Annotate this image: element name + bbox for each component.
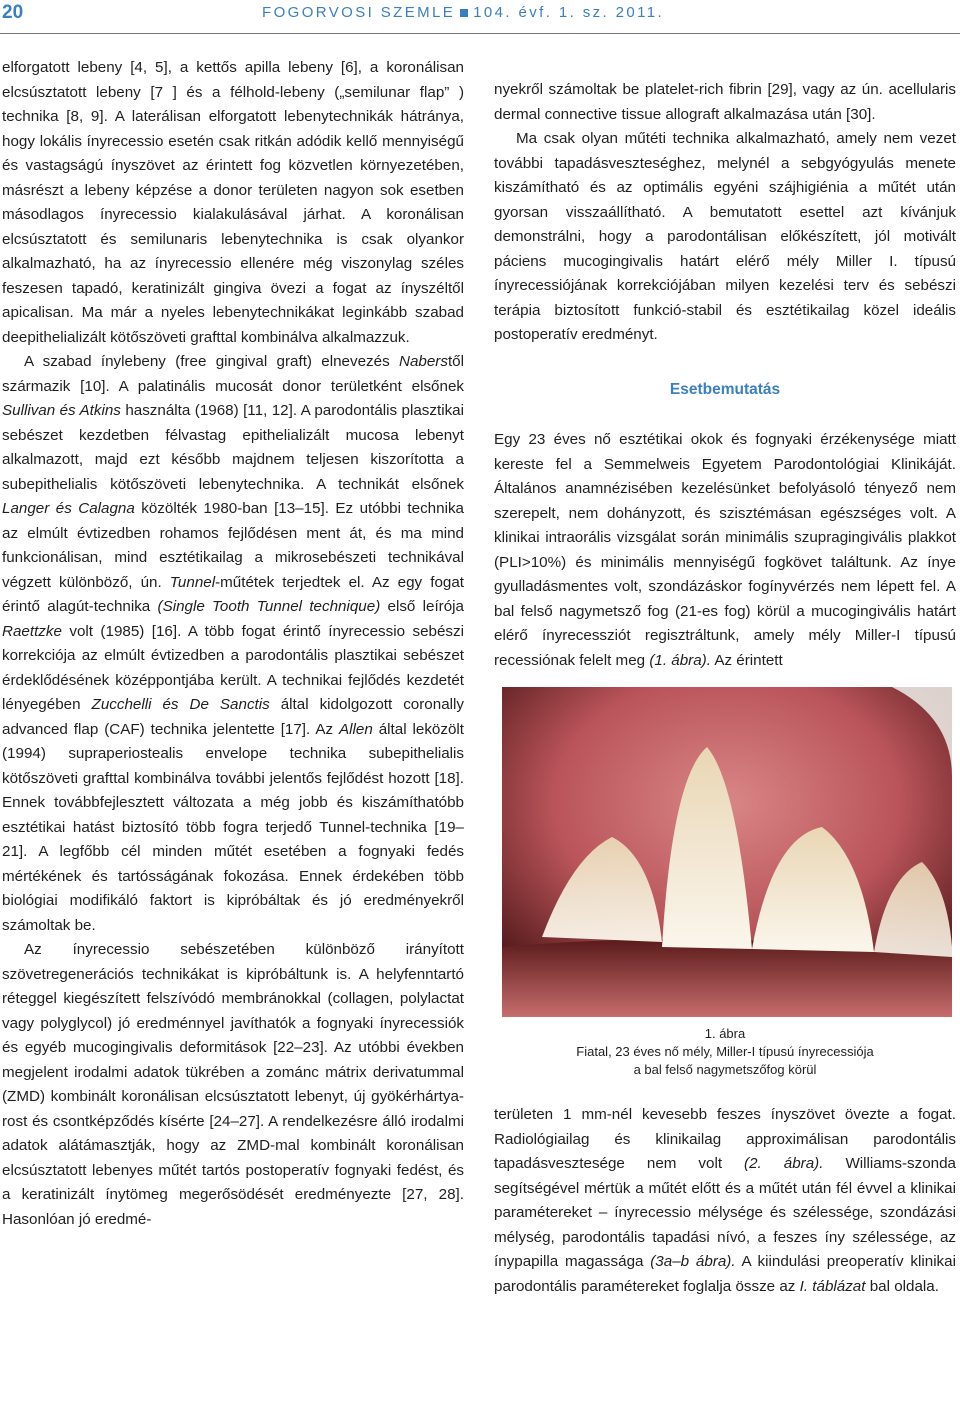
- paragraph: [2, 56, 464, 350]
- page-header: [0, 0, 960, 30]
- paragraph: [494, 127, 956, 348]
- text-run: nyekről számoltak be platelet-rich fibrin [29], vagy az ún. acellularis dermal connective tissue allograft alkalmazása után [30].: [494, 81, 956, 123]
- section-title: Esetbemutatás: [669, 380, 781, 398]
- paragraph: [494, 428, 956, 673]
- paragraph: [494, 78, 956, 127]
- text-run: által leközölt (1994) supraperiostealis envelope technika subepithelialis kötőszöveti grafttal kombinálva további jelentős fejlődést hozott [18]. Ennek továbbfejlesztett változata a még jobb és kiszámíthatóbb esztétikai hatást biztosító több fogra terjedő Tunnel-technika [19–21]. A legfőbb cél minden műtét esetében a fognyaki fedés mértékének és tartósságának fokozása. Ennek érdekében több biológiai modifikáló faktort is kipróbáltak és jó eredményekről számoltak be.: [2, 720, 464, 934]
- text-run: volt (1985) [16]. A több fogat érintő ínyrecessio sebészi korrekciója az elmúlt évtizedben a parodontális plasztikai sebészet érdeklődésének középpontjába került. A technikai fejlődés kezdetét lényegében: [2, 622, 464, 713]
- separator-square-icon: [460, 9, 468, 17]
- right-column: [494, 78, 956, 1299]
- right-column-continuation: [494, 1103, 956, 1299]
- paragraph: [2, 350, 464, 938]
- italic-text: Sullivan és Atkins: [2, 402, 121, 419]
- case-report-text: [494, 428, 956, 673]
- left-column: [2, 56, 464, 1232]
- italic-text: I. táblázat: [799, 1277, 866, 1295]
- text-run: használta (1968) [11, 12]. A parodontális plasztikai sebészet kezdetben félvastag epithelializált mucosa lebenyt alkalmazott, majd ezt később majdnem teljesen kiszorította a subepithelialis kötőszöveti lebenytechnika. A technikát elsőnek: [2, 402, 464, 493]
- text-run: bal oldala.: [865, 1277, 939, 1295]
- italic-text: Zucchelli és De Sanctis: [91, 696, 270, 713]
- italic-text: Allen: [339, 720, 373, 738]
- italic-text: (3a–b ábra).: [650, 1253, 736, 1270]
- text-run: Ma csak olyan műtéti technika alkalmazható, amely nem vezet további tapadásveszteséghez, melynél a sebgyógyulás menete kiszámítható és az optimális egyéni szájhigiénia a műtét után gyorsan visszaállítható. A bemutatott esettel azt kívánjuk demonstrálni, hogy a parodontálisan előkészített, jól motivált páciens mucogingivalis határt elérő mély Miller I. típusú ínyrecessiójának korrekciójában milyen kezelési terv és sebészi terápia biztosított funkció-stabil és esztétikailag közel ideális postoperatív eredményt.: [494, 130, 956, 343]
- italic-text: Tunnel: [169, 573, 216, 591]
- running-head: [262, 4, 664, 21]
- text-run: által kidolgozott coronally advanced flap (CAF) technika jelentette [17]. Az: [2, 696, 464, 738]
- figure-number: 1. ábra: [704, 1026, 746, 1041]
- text-run: elforgatott lebeny [4, 5], a kettős apilla lebeny [6], a koronálisan elcsúsztatott lebeny [7 ] és a félhold-lebeny („semilunar flap” ) technika [8, 9]. A laterálisan elforgatott lebenytechnikák hátránya, hogy lokális ínyrecessio esetén csak ritkán adódik kellő mennyiségű és vastagságú ínyszövet az érintett fog közvetlen környezetében, másrészt a lebeny képzése a donor területen nagyon sok esetben másodlagos ínyrecessio kialakulásával járhat. A koronálisan elcsúsztatott és semilunaris lebenytechnika is csak olyankor alkalmazható, ha az ínyrecessio ellenére még viszonylag széles feszesen tapadó, keratinizált gingiva övezi a fogat az ínyszéltől apicalisan. Ma már a nyeles lebenytechnikákat leginkább szabad deepithelializált kötőszöveti grafttal kombinálva alkalmazzuk.: [2, 59, 464, 346]
- text-run: A kiindulási preoperatív klinikai parodontális paramétereket foglalja össze az: [494, 1253, 956, 1295]
- journal-name: FOGORVOSI SZEMLE: [262, 4, 456, 21]
- text-run: -műtétek terjedtek el. Az egy fogat érintő alagút-technika: [2, 573, 465, 615]
- figure-caption-line-1: Fiatal, 23 éves nő mély, Miller-I típusú ínyrecessiója: [576, 1044, 874, 1059]
- figure-caption: [494, 1025, 956, 1079]
- text-run: Williams-szonda segítségével mértük a műtét előtt és a műtét után fél évvel a klinikai paramétereket – ínyrecessio mélysége és szélessége, szondázási mélység, parodontális tapadási nívó, a feszes íny szélessége, az ínypapilla magassága: [494, 1155, 957, 1270]
- text-run: közölték 1980-ban [13–15]. Ez utóbbi technika az elmúlt évtizedben rohamos fejlődésen ment át, és ma mind funkcionálisan, mind esztétikailag a mikrosebészeti technikával végzett különböző, ún.: [2, 500, 464, 591]
- italic-text: (1. ábra).: [649, 651, 711, 669]
- text-run: Az érintett: [710, 651, 783, 669]
- text-run: első leírója: [380, 598, 464, 615]
- paragraph: [2, 938, 464, 1232]
- italic-text: Nabers: [398, 353, 448, 370]
- clinical-photo-figure: [502, 687, 952, 1017]
- italic-text: Raettzke: [2, 622, 62, 640]
- page-number: 20: [2, 2, 24, 23]
- header-rule: [0, 33, 960, 34]
- text-run: Az ínyrecessio sebészetében különböző irányított szövetregenerációs technikákat is kipróbáltunk is. A helyfenntartó réteggel kiegészített felszívódó membránokkal (collagen, polylactat vagy polyglycol) jó eredménnyel javíthatók a fognyaki ínyrecessiók és egyéb mucogingivalis deformitások [22–23]. Az utóbbi években megjelent irodalmi adatok tükrében a zománc mátrix derivatummal (ZMD) kombinált koronálisan elcsúsztatott lebenyt, új gyökérhártya-rost és csontképződés kísérte [24–27]. A rendelkezésre álló irodalmi adatok alátámasztják, hogy az ZMD-mal kombinált koronálisan elcsúsztatott lebenyes műtét tartós postoperatív fognyaki fedést, és a keratinizált ínytömeg megerősödését eredményezte [27, 28]. Hasonlóan jó eredmé-: [2, 941, 464, 1228]
- right-column-intro: [494, 78, 956, 348]
- paragraph: [494, 1103, 956, 1299]
- italic-text: (2. ábra).: [744, 1155, 824, 1172]
- italic-text: (Single Tooth Tunnel technique): [157, 598, 381, 615]
- text-run: A szabad ínylebeny (free gingival graft) elnevezés: [24, 353, 399, 370]
- figure-caption-line-2: a bal felső nagymetszőfog körül: [633, 1062, 817, 1077]
- text-run: területen 1 mm-nél kevesebb feszes ínyszövet övezte a fogat. Radiológiailag és klinikailag approximálisan parodontális tapadásvesztesége nem volt: [494, 1106, 956, 1172]
- text-run: től származik [10]. A palatinális mucosát donor területként elsőnek: [2, 353, 464, 395]
- tooth-photo-illustration: [502, 687, 952, 1017]
- text-run: Egy 23 éves nő esztétikai okok és fognyaki érzékenysége miatt kereste fel a Semmelweis Egyetem Parodontológiai Klinikáját. Általános anamnézisében kezelésünket befolyásoló tényező nem szerepelt, nem dohányzott, és szisztémásan egészséges volt. A klinikai intraorális vizsgálat során minimális szupragingivális plakkot (PLI>10%) és minimális mennyiségű fogkövet találtunk. Az ínye gyulladásmentes volt, szondázáskor fogínyvérzés nem lépett fel. A bal felső nagymetsző fog (21-es fog) körül a mucogingivális határt elérő ínyrecessziót regisztráltunk, amely mély Miller-I típusú recessiónak felelt meg: [494, 431, 956, 669]
- italic-text: Langer és Calagna: [2, 500, 135, 517]
- issue-info: 104. évf. 1. sz. 2011.: [473, 4, 665, 21]
